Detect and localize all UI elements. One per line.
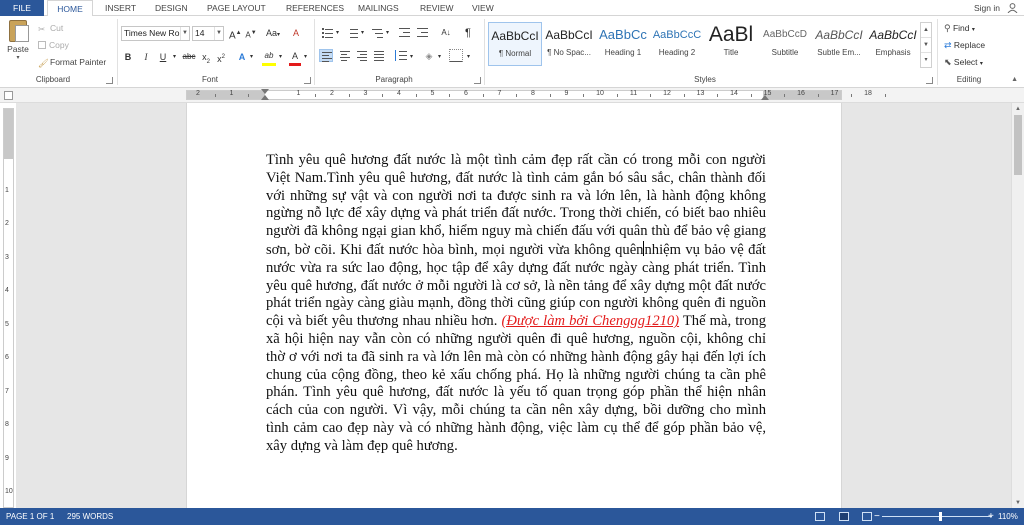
- ruler-number: 13: [696, 90, 705, 97]
- ruler-tick: [751, 94, 752, 97]
- chevron-down-icon[interactable]: ▼: [921, 38, 931, 53]
- grow-font-icon: A: [229, 30, 236, 42]
- vruler-number: 4: [5, 287, 9, 294]
- vruler-number: 6: [5, 354, 9, 361]
- font-name-combo[interactable]: [121, 26, 190, 41]
- web-layout-icon[interactable]: [862, 512, 872, 521]
- font-size-value: 14: [195, 28, 205, 38]
- ruler-tick: [483, 94, 484, 97]
- author-signature: (Được làm bởi Chenggg1210): [501, 313, 680, 330]
- sign-in-link[interactable]: Sign in: [974, 3, 1000, 13]
- style-heading-1[interactable]: [596, 22, 650, 66]
- strikethrough-button[interactable]: abc: [182, 52, 196, 61]
- zoom-out-button[interactable]: −: [874, 511, 880, 522]
- paragraph-dialog-launcher[interactable]: [474, 77, 481, 84]
- grow-font-button[interactable]: A▲: [229, 30, 242, 42]
- paste-button[interactable]: [4, 20, 32, 70]
- style-subtitle[interactable]: [758, 22, 812, 66]
- chevron-down-icon[interactable]: ▾: [303, 54, 307, 60]
- ruler-number: 8: [531, 90, 535, 97]
- bold-button[interactable]: B: [124, 52, 132, 62]
- chevron-down-icon[interactable]: ▾: [335, 30, 339, 36]
- tab-references[interactable]: REFERENCES: [286, 3, 345, 13]
- print-layout-icon[interactable]: [839, 512, 849, 521]
- ruler-number: 5: [430, 90, 435, 97]
- ruler-number: 6: [464, 90, 468, 97]
- vruler-number: 2: [5, 220, 9, 227]
- vruler-number: 10: [5, 488, 13, 495]
- style-title[interactable]: [704, 22, 758, 66]
- ruler-number: 10: [596, 90, 604, 97]
- ruler-number: 12: [663, 90, 671, 97]
- paste-icon: [9, 20, 27, 42]
- ruler-tick: [818, 94, 819, 97]
- font-color-button[interactable]: [289, 49, 301, 63]
- change-case-button[interactable]: Aa▾: [265, 28, 281, 38]
- tab-design[interactable]: DESIGN: [155, 3, 188, 13]
- align-center-button[interactable]: [338, 49, 352, 62]
- shading-button[interactable]: [422, 49, 436, 63]
- read-mode-icon[interactable]: [815, 512, 825, 521]
- ruler-number: 4: [397, 90, 401, 97]
- ruler-tick: [784, 94, 785, 97]
- chevron-up-icon[interactable]: ▲: [1015, 106, 1021, 112]
- ruler-number: 9: [564, 90, 569, 97]
- ruler-tick: [617, 94, 618, 97]
- style-name: Heading 2: [658, 48, 696, 57]
- style-subtle-emphasis[interactable]: [812, 22, 866, 66]
- paragraph-group-label: Paragraph: [375, 75, 413, 84]
- zoom-level[interactable]: 110%: [998, 512, 1018, 521]
- first-line-indent-marker[interactable]: [261, 89, 269, 94]
- chevron-down-icon[interactable]: ▾: [385, 30, 389, 36]
- font-name-value: Times New Ro: [124, 28, 180, 38]
- ruler-number: 18: [864, 90, 872, 97]
- style-preview: AaBbCcI: [869, 28, 917, 42]
- select-button[interactable]: [944, 55, 983, 69]
- italic-button[interactable]: I: [144, 52, 148, 62]
- superscript-icon: x: [217, 54, 222, 64]
- group-divider: [117, 19, 118, 85]
- vruler-number: 1: [5, 186, 9, 194]
- highlight-button[interactable]: [262, 49, 276, 63]
- top-margin-area: [4, 109, 13, 159]
- cut-button[interactable]: [38, 22, 63, 34]
- page-count[interactable]: PAGE 1 OF 1: [6, 512, 55, 521]
- clear-formatting-button[interactable]: [290, 26, 302, 40]
- zoom-slider-thumb[interactable]: [939, 512, 942, 521]
- justify-button[interactable]: [372, 49, 386, 62]
- align-left-button[interactable]: [319, 49, 333, 62]
- ruler-number: 16: [797, 90, 805, 97]
- ruler-bar: [0, 88, 1024, 103]
- clear-formatting-icon: A: [292, 28, 299, 38]
- shrink-font-icon: A: [245, 30, 251, 40]
- format-painter-label: Format Painter: [50, 57, 107, 67]
- style-name: Subtle Em...: [817, 48, 861, 57]
- text-effects-icon: A: [238, 52, 246, 62]
- editing-group-label: Editing: [956, 75, 982, 84]
- sort-icon: A: [441, 28, 447, 37]
- status-bar: [0, 508, 1024, 525]
- underline-button[interactable]: U: [159, 52, 167, 62]
- clipboard-dialog-launcher[interactable]: [106, 77, 113, 84]
- style-preview: AaBbCcI: [815, 28, 863, 42]
- chevron-down-icon: ▾: [971, 27, 975, 33]
- ruler-tick: [315, 94, 316, 97]
- ribbon-tab-bar: [0, 0, 1024, 16]
- ruler-tick: [516, 94, 517, 97]
- ruler-tick: [550, 94, 551, 97]
- style-name: Title: [723, 48, 739, 57]
- word-count[interactable]: 295 WORDS: [67, 512, 114, 521]
- chevron-down-icon[interactable]: ▼: [214, 27, 223, 40]
- vruler-number: 7: [5, 387, 9, 395]
- style-preview: AaBbCcI: [545, 28, 593, 42]
- ruler-tick: [349, 94, 350, 97]
- replace-icon: ⇄: [944, 40, 952, 50]
- scrollbar-thumb[interactable]: [1014, 115, 1022, 175]
- tab-file[interactable]: FILE: [0, 0, 44, 16]
- change-case-icon: Aa: [265, 28, 277, 38]
- numbering-button[interactable]: [345, 26, 359, 39]
- chevron-down-icon[interactable]: ▾: [360, 30, 364, 36]
- ruler-tick: [449, 94, 450, 97]
- paintbrush-icon: 🖌: [38, 58, 49, 68]
- styles-gallery: [488, 20, 920, 70]
- tab-mailings[interactable]: MAILINGS: [358, 3, 399, 13]
- ribbon: [0, 16, 1024, 88]
- ruler-number: 14: [730, 90, 738, 97]
- group-divider: [314, 19, 315, 85]
- cursor-icon: ⬉: [944, 57, 952, 67]
- align-right-button[interactable]: [355, 49, 369, 62]
- group-divider: [937, 19, 938, 85]
- cut-label: Cut: [50, 23, 64, 33]
- style-heading-2[interactable]: [650, 22, 704, 66]
- show-marks-button[interactable]: ¶: [465, 27, 471, 39]
- ruler-number: 1: [229, 90, 234, 97]
- paste-label: Paste: [7, 44, 29, 54]
- styles-group-label: Styles: [694, 75, 716, 84]
- style-name: Subtitle: [771, 48, 799, 57]
- font-group-label: Font: [201, 75, 218, 84]
- styles-dialog-launcher[interactable]: [926, 77, 933, 84]
- ruler-tick: [684, 94, 685, 97]
- tab-insert[interactable]: INSERT: [105, 3, 137, 13]
- style-no-spacing[interactable]: [542, 22, 596, 66]
- document-body[interactable]: [266, 152, 766, 456]
- shrink-font-button[interactable]: A▼: [245, 30, 257, 40]
- style-normal[interactable]: [488, 22, 542, 66]
- vertical-ruler[interactable]: [3, 108, 14, 508]
- chevron-down-icon[interactable]: ▾: [278, 54, 282, 60]
- body-text: nhiệm vụ bảo vệ đất nước vừa ra sức lao động, học tập để xây dựng đất nước ngày càng phát triển. Tình yêu quê hương, đất nước ở mỗi người là cơ sở, là nền tảng để xây dựng một đất nước phát triển ngày càng giàu mạnh, đồng thời cũng giúp con người không quên đi nguồn cội và biết yêu thương nhau nhiều hơn.: [266, 241, 766, 330]
- subscript-icon: x: [202, 52, 207, 62]
- highlight-color-bar: [262, 63, 276, 66]
- ruler-tick: [248, 94, 249, 97]
- borders-button[interactable]: [449, 49, 463, 62]
- tab-review[interactable]: REVIEW: [420, 3, 454, 13]
- zoom-in-button[interactable]: +: [988, 511, 994, 522]
- ruler-number: 11: [629, 90, 638, 97]
- body-text: Thế mà, trong xã hội hiện nay vẫn còn có những người quên đi quê hương, nguồn cội, không chỉ thờ ơ với nơi ta đã sinh ra và lớn lên mà còn có những hành động gây hại đến lợi ích chung của cộng đồng, theo kẻ xấu chống phá. Họ là những người chúng ta cần phê phán. Tình yêu quê hương, đất nước là yếu tố quan trọng góp phần thể hiện nhân cách của con người. Vì vậy, mỗi chúng ta cần nên xây dựng, bồi dưỡng cho mình tình cảm cao đẹp này và có những hành động, việc làm cụ thể để góp phần bảo vệ, xây dựng và làm đẹp quê hương.: [266, 313, 766, 454]
- font-size-combo[interactable]: [192, 26, 224, 41]
- multilevel-list-button[interactable]: [370, 26, 384, 39]
- text-effects-button[interactable]: [236, 50, 248, 64]
- ruler-number: 1: [296, 90, 301, 97]
- superscript-button[interactable]: $x^2$: [217, 54, 225, 64]
- copy-label: Copy: [49, 40, 69, 50]
- ruler-tick: [583, 94, 584, 97]
- tab-selector[interactable]: [4, 91, 13, 100]
- style-emphasis[interactable]: [866, 22, 920, 66]
- replace-label: Replace: [953, 40, 986, 50]
- hanging-indent-marker[interactable]: [261, 95, 269, 100]
- ruler-number: 17: [830, 90, 839, 97]
- more-styles-icon[interactable]: ▾: [924, 57, 928, 63]
- vruler-number: 9: [5, 454, 9, 462]
- ruler-number: 7: [497, 90, 502, 97]
- copy-icon: [38, 41, 46, 49]
- binoculars-icon: ⚲: [944, 23, 951, 33]
- decrease-indent-button[interactable]: [397, 26, 411, 39]
- styles-gallery-scroller[interactable]: [920, 22, 932, 68]
- zoom-slider[interactable]: [882, 516, 992, 517]
- body-text: Tình yêu quê hương đất nước là một tình cảm đẹp rất cần có trong mỗi con người Việt Nam.Tình yêu quê hương, đất nước là tình cảm gắn bó sâu sắc, chân thành đối với những sự vật và con người nơi ta được sinh ra và lớn lên, là hành động không ngừng nỗ lực để xây dựng và phát triển đất nước. Trong thời chiến, có biết bao nhiêu người đã không ngại gian khổ, hiểm nguy mà chiến đấu với quân thù để bảo vệ giang sơn, bờ cõi. Khi đất nước hòa bình, mọi người vừa không quên: [266, 152, 766, 258]
- chevron-down-icon: ▾: [16, 55, 20, 61]
- ruler-number: 3: [363, 90, 368, 97]
- font-color-bar: [289, 63, 301, 66]
- tab-page-layout[interactable]: PAGE LAYOUT: [207, 3, 266, 13]
- document-page[interactable]: [186, 103, 842, 508]
- chevron-down-icon[interactable]: ▾: [172, 54, 176, 60]
- ruler-number: 2: [330, 90, 334, 97]
- find-label: Find: [952, 23, 970, 33]
- ruler-number: 15: [763, 90, 772, 97]
- ruler-tick: [416, 94, 417, 97]
- vruler-number: 3: [5, 253, 9, 261]
- horizontal-ruler[interactable]: [186, 90, 872, 100]
- font-dialog-launcher[interactable]: [304, 77, 311, 84]
- chevron-down-icon[interactable]: ▾: [466, 54, 470, 60]
- chevron-up-icon[interactable]: ▲: [921, 23, 931, 38]
- select-label: Select: [953, 57, 978, 67]
- subscript-button[interactable]: $x_2$: [202, 52, 210, 65]
- clipboard-group-label: Clipboard: [35, 75, 71, 84]
- ruler-tick: [650, 94, 651, 97]
- format-painter-button[interactable]: [38, 56, 106, 68]
- increase-indent-button[interactable]: [415, 26, 429, 39]
- font-color-icon: A: [291, 51, 298, 61]
- style-preview: AaBl: [708, 23, 754, 46]
- ruler-number: 2: [196, 90, 200, 97]
- user-icon[interactable]: [1007, 3, 1018, 13]
- chevron-down-icon: ▾: [979, 61, 983, 67]
- copy-button[interactable]: [38, 39, 69, 51]
- group-divider: [484, 19, 485, 85]
- document-canvas: [16, 103, 1011, 508]
- chevron-down-icon[interactable]: ▼: [180, 27, 189, 40]
- vruler-number: 8: [5, 421, 9, 428]
- ruler-tick: [382, 94, 383, 97]
- ruler-tick: [885, 94, 886, 97]
- scissors-icon: ✂: [38, 24, 46, 34]
- tab-home[interactable]: HOME: [47, 0, 93, 17]
- chevron-down-icon[interactable]: ▼: [1015, 500, 1021, 506]
- collapse-ribbon-icon[interactable]: ▲: [1011, 76, 1018, 83]
- paint-bucket-icon: ◈: [425, 51, 433, 61]
- style-name: ¶ No Spac...: [547, 48, 591, 57]
- style-preview: AaBbCcD: [763, 29, 807, 40]
- sort-button[interactable]: A↓: [441, 28, 451, 37]
- bullets-button[interactable]: [320, 26, 334, 39]
- style-preview: AaBbCcC: [652, 29, 702, 41]
- highlighter-icon: ab: [264, 51, 274, 60]
- replace-button[interactable]: [944, 38, 985, 52]
- style-preview: AaBbCcI: [491, 29, 539, 43]
- tab-view[interactable]: VIEW: [472, 3, 494, 13]
- chevron-down-icon[interactable]: ▾: [437, 54, 441, 60]
- ruler-tick: [851, 94, 852, 97]
- style-name: Heading 1: [604, 48, 642, 57]
- vruler-number: 5: [5, 320, 9, 328]
- ruler-tick: [215, 94, 216, 97]
- ruler-tick: [717, 94, 718, 97]
- vertical-scrollbar[interactable]: [1011, 103, 1024, 508]
- chevron-down-icon[interactable]: ▾: [249, 54, 253, 60]
- style-name: Emphasis: [875, 48, 911, 57]
- find-button[interactable]: [944, 21, 975, 35]
- style-name: ¶ Normal: [498, 49, 532, 58]
- style-preview: AaBbCc: [599, 27, 647, 42]
- line-spacing-button[interactable]: [394, 49, 408, 62]
- chevron-down-icon[interactable]: ▾: [409, 54, 413, 60]
